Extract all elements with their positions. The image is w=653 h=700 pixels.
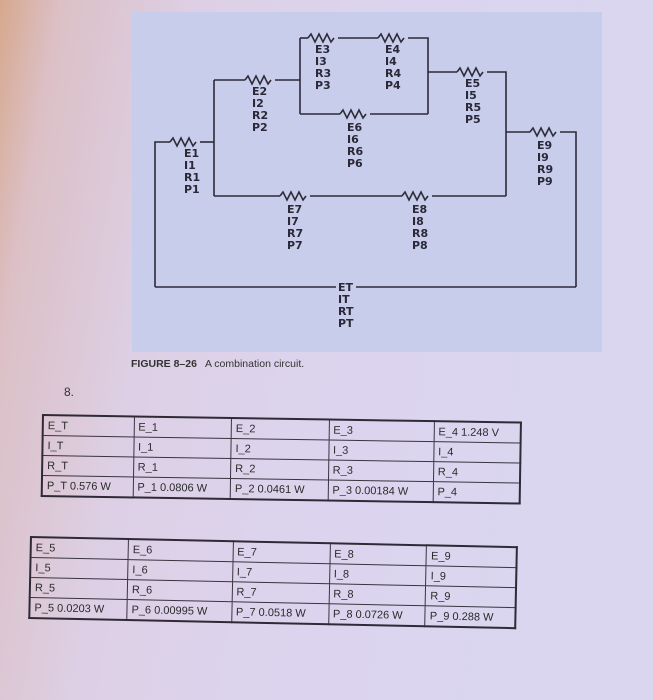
cell-E3[interactable]: E_3 <box>329 420 434 442</box>
resistor-label-8: E8 I8 R8 P8 <box>412 203 429 252</box>
question-number: 8. <box>64 385 75 399</box>
cell-RT[interactable]: R_T <box>42 456 133 477</box>
cell-R5[interactable]: R_5 <box>30 578 128 600</box>
cell-P7[interactable]: P_7 0.0518 W <box>231 602 328 625</box>
cell-E1[interactable]: E_1 <box>134 416 232 438</box>
cell-R6[interactable]: R_6 <box>127 580 232 602</box>
cell-E4[interactable]: E_4 1.248 V <box>434 421 521 443</box>
resistor-label-1: E1 I1 R1 P1 <box>184 147 201 196</box>
figure-number: FIGURE 8–26 <box>131 358 197 370</box>
cell-I2[interactable]: I_2 <box>231 438 329 460</box>
resistor-label-7: E7 I7 R7 P7 <box>287 203 304 252</box>
cell-E5[interactable]: E_5 <box>31 537 129 560</box>
resistor-label-9: E9 I9 R9 P9 <box>537 139 554 188</box>
cell-I5[interactable]: I_5 <box>30 558 128 580</box>
cell-R4[interactable]: R_4 <box>433 462 520 483</box>
cell-PT[interactable]: P_T 0.576 W <box>42 476 133 498</box>
cell-IT[interactable]: I_T <box>42 436 133 457</box>
cell-I6[interactable]: I_6 <box>128 560 233 582</box>
resistor-label-5: E5 I5 R5 P5 <box>465 77 482 126</box>
cell-R7[interactable]: R_7 <box>232 582 329 604</box>
cell-R9[interactable]: R_9 <box>426 586 516 608</box>
cell-R8[interactable]: R_8 <box>329 584 426 606</box>
cell-E9[interactable]: E_9 <box>426 545 516 567</box>
cell-I8[interactable]: I_8 <box>329 564 426 586</box>
cell-E6[interactable]: E_6 <box>128 539 233 562</box>
cell-P9[interactable]: P_9 0.288 W <box>425 606 515 628</box>
cell-P1[interactable]: P_1 0.0806 W <box>133 477 231 499</box>
cell-E2[interactable]: E_2 <box>231 418 329 440</box>
cell-R1[interactable]: R_1 <box>133 457 231 479</box>
resistor-label-4: E4 I4 R4 P4 <box>385 43 402 92</box>
resistor-label-6: E6 I6 R6 P6 <box>347 121 364 170</box>
cell-I3[interactable]: I_3 <box>328 440 433 462</box>
cell-R3[interactable]: R_3 <box>328 460 433 482</box>
cell-I9[interactable]: I_9 <box>426 566 516 588</box>
cell-R2[interactable]: R_2 <box>231 458 329 480</box>
cell-P5[interactable]: P_5 0.0203 W <box>29 598 127 621</box>
cell-I4[interactable]: I_4 <box>433 442 520 463</box>
cell-P6[interactable]: P_6 0.00995 W <box>127 600 232 623</box>
total-label: ET IT RT PT <box>338 281 354 330</box>
circuit-diagram <box>132 12 602 352</box>
cell-E7[interactable]: E_7 <box>233 541 330 564</box>
figure-caption-text: A combination circuit. <box>204 358 305 370</box>
cell-P3[interactable]: P_3 0.00184 W <box>328 480 433 502</box>
cell-P2[interactable]: P_2 0.0461 W <box>230 478 328 500</box>
cell-E8[interactable]: E_8 <box>329 543 426 566</box>
figure-caption <box>131 358 304 370</box>
cell-I7[interactable]: I_7 <box>232 562 329 584</box>
circuit-figure <box>132 12 602 352</box>
answer-table-1 <box>41 414 522 505</box>
cell-P8[interactable]: P_8 0.0726 W <box>328 604 425 627</box>
cell-I1[interactable]: I_1 <box>133 437 231 459</box>
answer-table-2 <box>28 536 518 629</box>
resistor-label-2: E2 I2 R2 P2 <box>252 85 269 134</box>
resistor-label-3: E3 I3 R3 P3 <box>315 43 332 92</box>
cell-P4[interactable]: P_4 <box>433 482 520 504</box>
cell-ET[interactable]: E_T <box>43 415 134 437</box>
